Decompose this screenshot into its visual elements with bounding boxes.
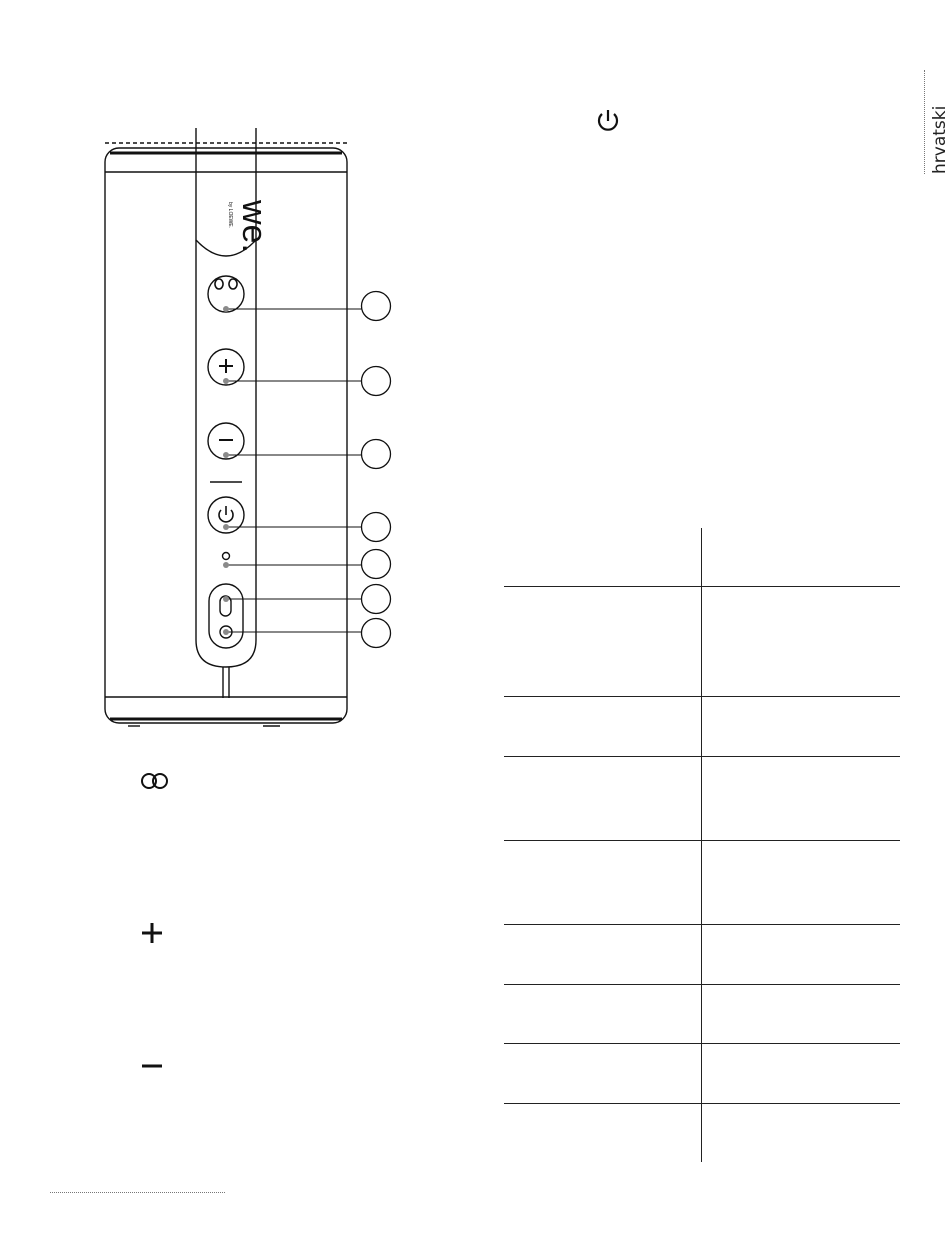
brand-submark: by LOEWE. (227, 202, 233, 229)
plus-icon (141, 922, 163, 944)
brand-wordmark: we. (235, 200, 273, 253)
table-row-divider (504, 984, 900, 985)
table-row-divider (504, 696, 900, 697)
language-label: hrvatski (930, 105, 950, 174)
callout-3 (362, 440, 391, 469)
speaker-body (105, 148, 347, 723)
speaker-diagram (0, 0, 470, 760)
table-row-divider (504, 586, 900, 587)
power-icon (596, 108, 620, 134)
led-status-table (500, 528, 900, 1162)
link-icon (140, 771, 170, 791)
brand-logo (227, 199, 273, 253)
table-row-divider (504, 756, 900, 757)
status-led (223, 553, 230, 560)
table-row-divider (504, 1043, 900, 1044)
callout-4 (362, 513, 391, 542)
footer-rule (50, 1192, 225, 1193)
callout-6 (362, 585, 391, 614)
table-column-divider (701, 528, 702, 1162)
callout-2 (362, 367, 391, 396)
callout-1 (362, 292, 391, 321)
minus-icon (141, 1062, 163, 1070)
language-tab-rule (924, 70, 925, 174)
table-row-divider (504, 1103, 900, 1104)
callout-7 (362, 619, 391, 648)
callout-5 (362, 550, 391, 579)
table-row-divider (504, 840, 900, 841)
language-tab (918, 70, 948, 180)
table-row-divider (504, 924, 900, 925)
